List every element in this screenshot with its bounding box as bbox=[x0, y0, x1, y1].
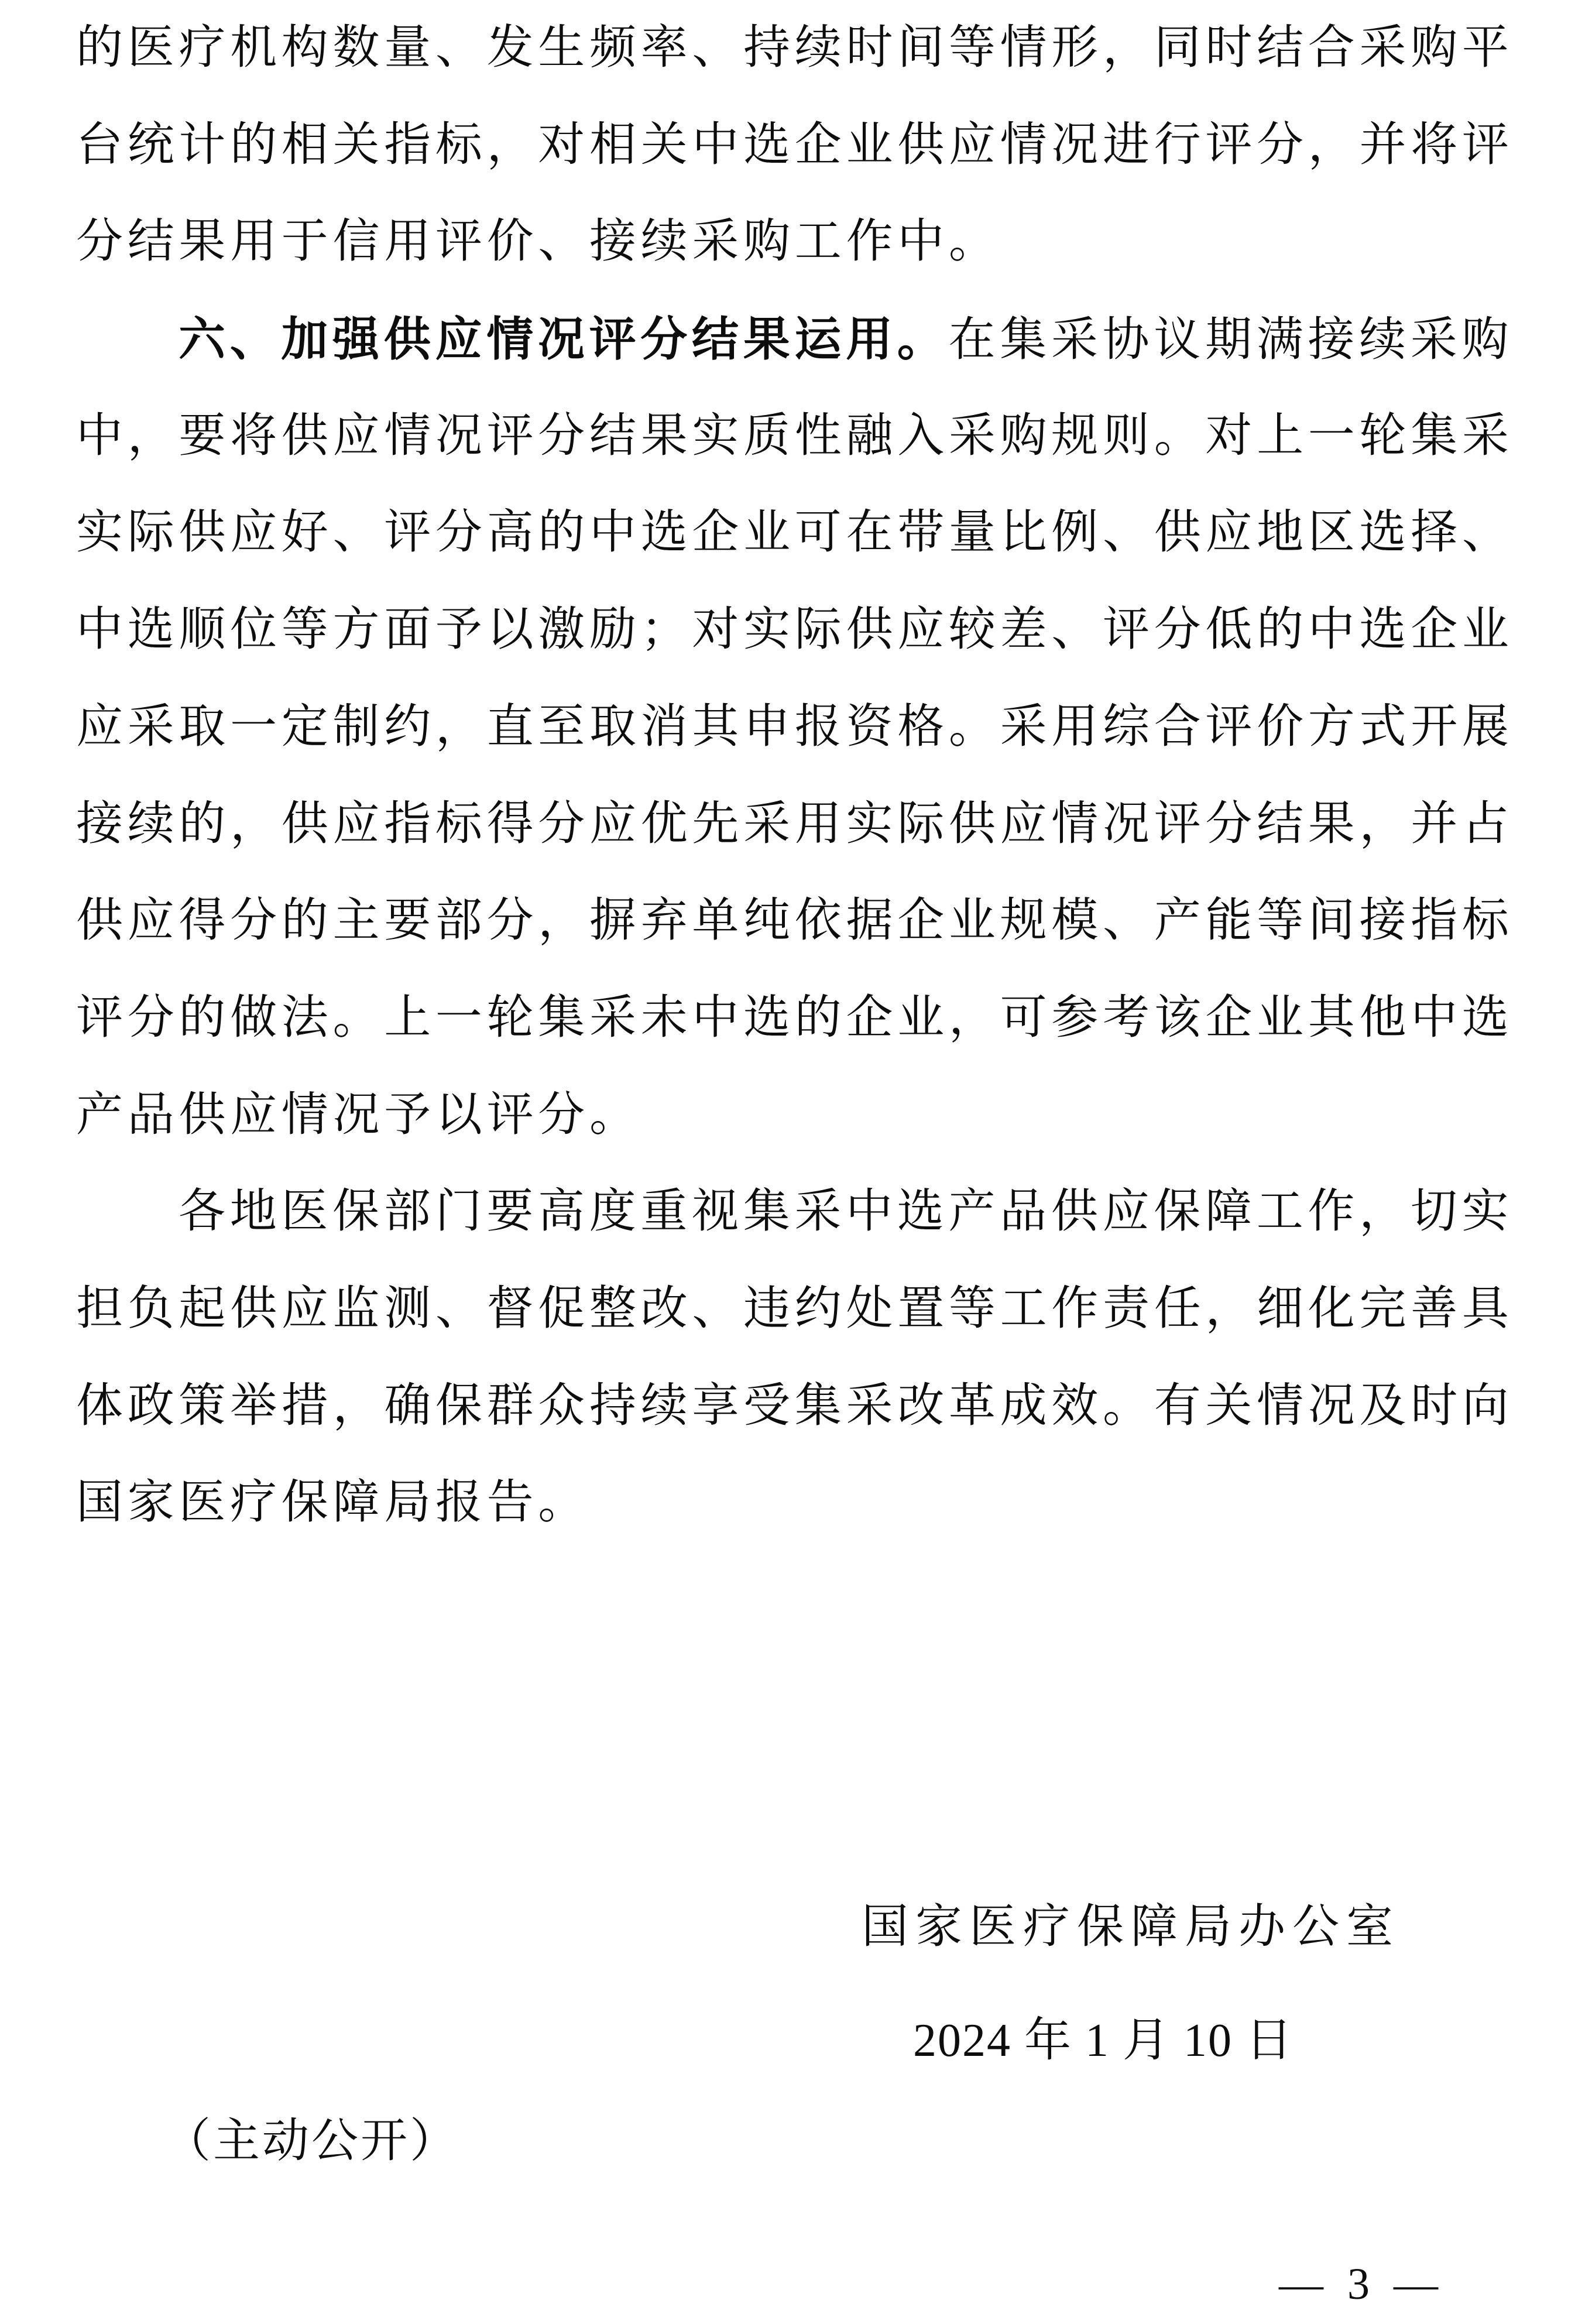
body-line-7 bbox=[76, 582, 1522, 679]
body-line-3 bbox=[76, 194, 1522, 291]
body-line-15 bbox=[76, 1358, 1522, 1455]
body-segment: 接续的，供应指标得分应优先采用实际供应情况评分结果，并占 bbox=[76, 798, 1514, 850]
body-segment-bold: 六、加强供应情况评分结果运用。 bbox=[179, 313, 949, 366]
body-line-14 bbox=[76, 1261, 1522, 1358]
body-line-12 bbox=[76, 1067, 1522, 1164]
body-line-16 bbox=[76, 1455, 1522, 1552]
body-segment: 在集采协议期满接续采购 bbox=[948, 314, 1514, 366]
body-segment: 评分的做法。上一轮集采未中选的企业，可参考该企业其他中选 bbox=[76, 992, 1514, 1044]
body-segment: 担负起供应监测、督促整改、违约处置等工作责任，细化完善具 bbox=[76, 1283, 1514, 1335]
closing-date: 2024 年 1 月 10 日 bbox=[913, 2015, 1294, 2066]
body-segment: 国家医疗保障局报告。 bbox=[76, 1477, 589, 1529]
body-line-4 bbox=[76, 291, 1522, 388]
body-line-5 bbox=[76, 388, 1522, 485]
closing-signer: 国家医疗保障局办公室 bbox=[862, 1901, 1400, 1953]
body-segment: 产品供应情况予以评分。 bbox=[76, 1089, 641, 1141]
body-line-1 bbox=[76, 0, 1522, 97]
body-segment: 各地医保部门要高度重视集采中选产品供应保障工作，切实 bbox=[179, 1186, 1514, 1238]
body-segment: 应采取一定制约，直至取消其申报资格。采用综合评价方式开展 bbox=[76, 701, 1514, 753]
body-line-11 bbox=[76, 970, 1522, 1067]
body-segment: 中选顺位等方面予以激励；对实际供应较差、评分低的中选企业 bbox=[76, 604, 1514, 656]
body-segment: 供应得分的主要部分，摒弃单纯依据企业规模、产能等间接指标 bbox=[76, 895, 1514, 947]
body-line-2 bbox=[76, 97, 1522, 194]
body-segment: 分结果用于信用评价、接续采购工作中。 bbox=[76, 216, 1000, 268]
body-line-8 bbox=[76, 679, 1522, 776]
body-line-13 bbox=[76, 1164, 1522, 1261]
body-line-9 bbox=[76, 776, 1522, 873]
publicity-note: （主动公开） bbox=[164, 2116, 459, 2167]
body-segment: 体政策举措，确保群众持续享受集采改革成效。有关情况及时向 bbox=[76, 1380, 1514, 1432]
body-segment: 台统计的相关指标，对相关中选企业供应情况进行评分，并将评 bbox=[76, 119, 1514, 171]
body-line-6 bbox=[76, 485, 1522, 582]
page-number: — 3 — bbox=[1279, 2260, 1438, 2309]
body-segment: 实际供应好、评分高的中选企业可在带量比例、供应地区选择、 bbox=[76, 507, 1514, 559]
body-segment: 中，要将供应情况评分结果实质性融入采购规则。对上一轮集采 bbox=[76, 410, 1514, 462]
body-segment: 的医疗机构数量、发生频率、持续时间等情形，同时结合采购平 bbox=[76, 22, 1514, 74]
body-text bbox=[76, 0, 1522, 1552]
body-line-10 bbox=[76, 873, 1522, 970]
